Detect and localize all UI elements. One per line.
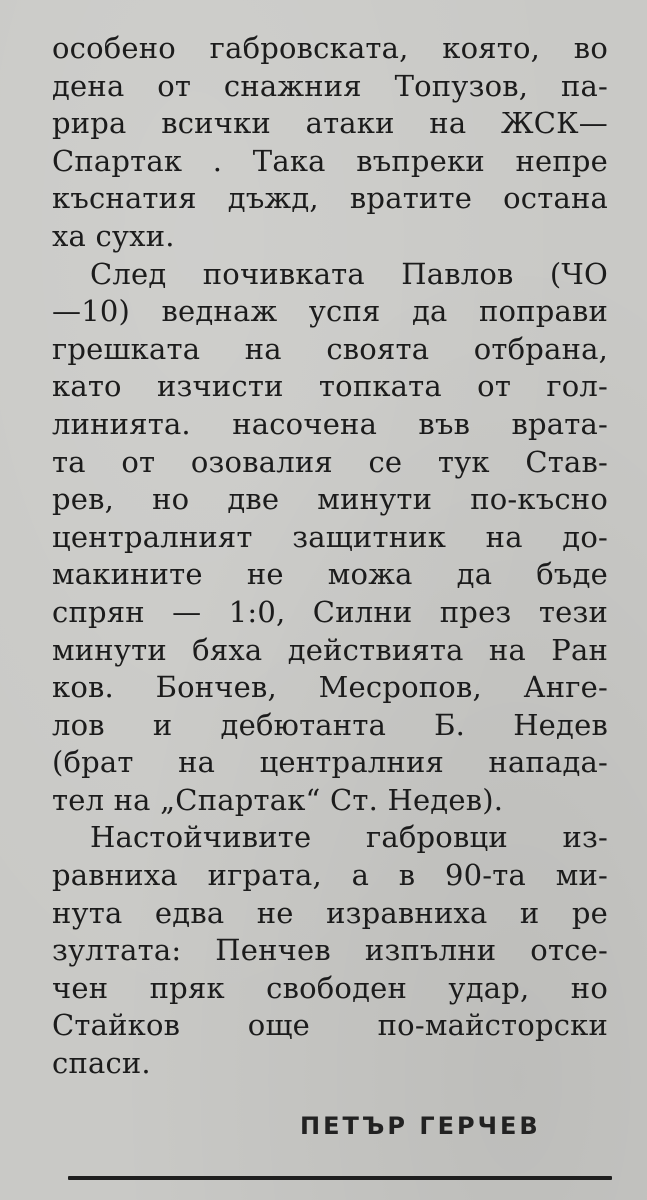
article-line: та от озовалия се тук Став- bbox=[52, 444, 608, 479]
article-line: линията. насочена във врата- bbox=[52, 406, 608, 441]
article-line: минути бяха действията на Ран bbox=[52, 632, 608, 667]
article-line: ха сухи. bbox=[52, 218, 175, 253]
article-line: тел на „Спартак“ Ст. Недев). bbox=[52, 782, 504, 817]
article-line: лов и дебютанта Б. Недев bbox=[52, 707, 608, 742]
article-line: равниха играта, а в 90-та ми- bbox=[52, 858, 608, 893]
article-line: Настойчивите габровци из- bbox=[90, 820, 608, 855]
article-line: ков. Бончев, Месропов, Анге- bbox=[52, 670, 608, 705]
article-line: Спартак . Така въпреки непре bbox=[52, 143, 608, 178]
article-line: рира всички атаки на ЖСК— bbox=[52, 106, 608, 141]
article-line: особено габровската, която, во bbox=[52, 31, 608, 65]
article-line: (брат на централния напада- bbox=[52, 745, 608, 780]
author-byline: ПЕТЪР ГЕРЧЕВ bbox=[300, 1112, 541, 1140]
article-line: макините не можа да бъде bbox=[52, 557, 608, 592]
article-line: грешката на своята отбрана, bbox=[52, 331, 608, 366]
article-line: спаси. bbox=[52, 1046, 151, 1081]
article-line: зултата: Пенчев изпълни отсе- bbox=[52, 933, 608, 968]
article-line: къснатия дъжд, вратите остана bbox=[52, 181, 608, 216]
article-line: рев, но две минути по-късно bbox=[52, 482, 608, 517]
article-line: като изчисти топката от гол- bbox=[52, 369, 608, 404]
article-line: централният защитник на до- bbox=[52, 519, 608, 554]
article-line: спрян — 1:0, Силни през тези bbox=[52, 594, 608, 629]
article-line: Стайков още по-майсторски bbox=[52, 1008, 608, 1043]
article-line: След почивката Павлов (ЧО bbox=[90, 256, 608, 291]
article-line: нута едва не изравниха и ре bbox=[52, 895, 608, 930]
article-body bbox=[52, 30, 608, 1083]
closing-rule bbox=[68, 1176, 612, 1180]
article-line: чен пряк свободен удар, но bbox=[52, 970, 608, 1005]
article-line: дена от снажния Топузов, па- bbox=[52, 68, 608, 103]
article-line: —10) веднаж успя да поправи bbox=[52, 294, 608, 329]
